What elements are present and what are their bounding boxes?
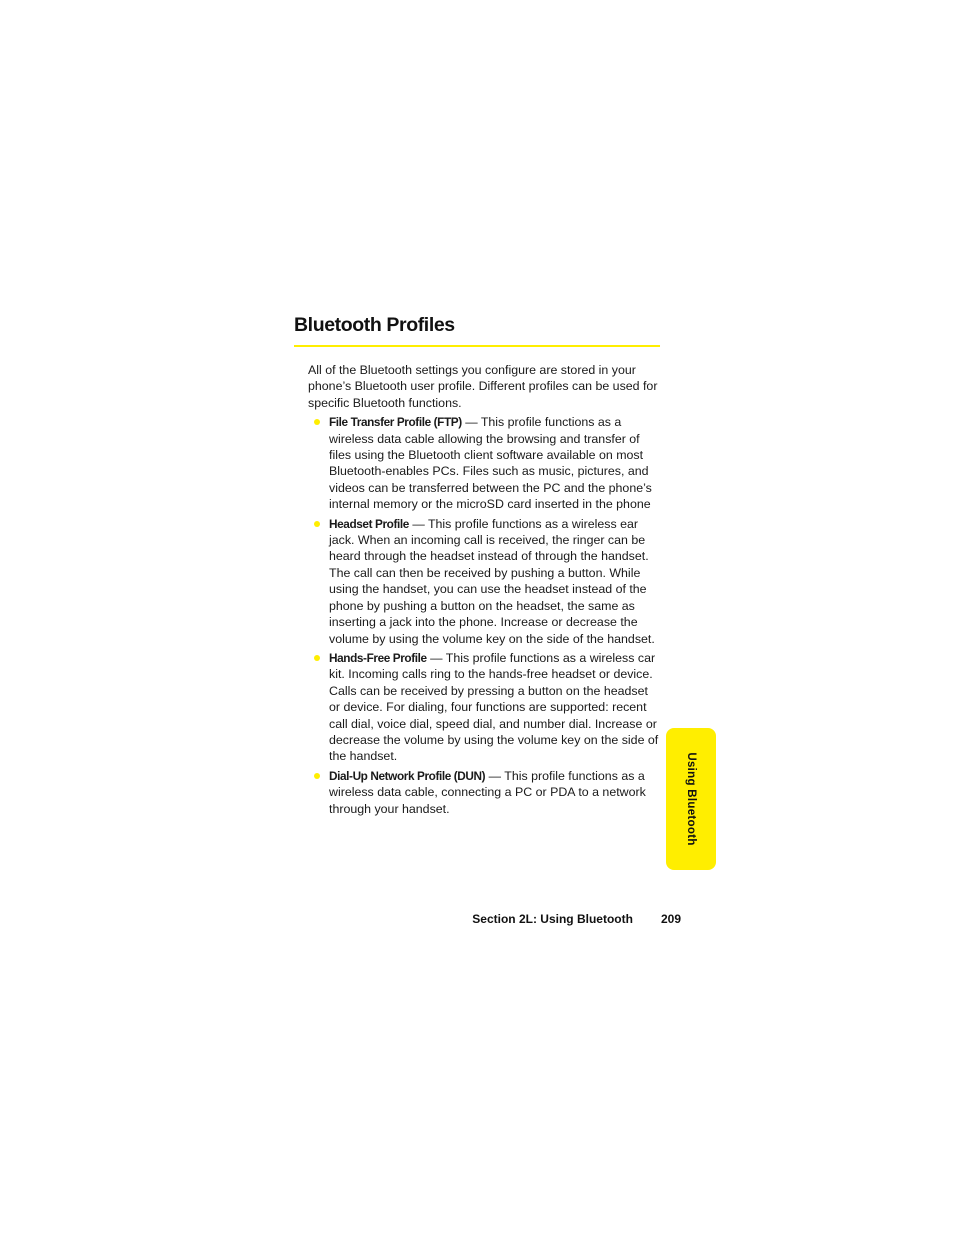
footer-section-title: Section 2L: Using Bluetooth (472, 912, 633, 926)
profile-description: — This profile functions as a wireless data cable, connecting a PC or PDA to a network through your handset. (329, 768, 646, 816)
page-title: Bluetooth Profiles (294, 314, 455, 336)
profile-term: Hands-Free Profile (329, 650, 427, 665)
page-footer (300, 912, 681, 926)
bullet-icon (314, 521, 320, 527)
profile-description: — This profile functions as a wireless ear jack. When an incoming call is received, the ringer can be heard through the headset instead of through the handset. The call can then be received by pushing a button. While using the handset, you can use the headset instead of the phone by pushing a button on the headset, the same as inserting a jack into the phone. Increase or decrease the volume by using the volume key on the side of the handset. (329, 516, 655, 646)
section-side-tab (666, 728, 716, 870)
profile-term: Dial-Up Network Profile (DUN) (329, 768, 486, 783)
main-content (308, 362, 660, 820)
profile-term: File Transfer Profile (FTP) (329, 415, 462, 430)
bullet-icon (314, 419, 320, 425)
list-item (308, 414, 660, 512)
side-tab-label: Using Bluetooth (685, 752, 697, 846)
page-number: 209 (660, 912, 681, 926)
profile-term: Headset Profile (329, 516, 409, 531)
heading-divider (294, 345, 660, 347)
bullet-icon (314, 773, 320, 779)
profile-list (308, 414, 660, 817)
list-item (308, 768, 660, 817)
profile-description: — This profile functions as a wireless car kit. Incoming calls ring to the hands-free headset or device. Calls can be received by pressing a button on the headset or device. For dialing, four functions are supported: recent call dial, voice dial, speed dial, and number dial. Increase or decrease the volume by using the volume key on the side of the handset. (329, 650, 659, 764)
intro-paragraph: All of the Bluetooth settings you configure are stored in your phone’s Bluetooth user profile. Different profiles can be used for specific Bluetooth functions. (308, 363, 658, 410)
list-item (308, 650, 660, 765)
list-item (308, 516, 660, 647)
bullet-icon (314, 655, 320, 661)
profile-description: — This profile functions as a wireless data cable allowing the browsing and transfer of files using the Bluetooth client software available on most Bluetooth-enables PCs. Files such as music, pictures, and videos can be transferred between the PC and the phone’s internal memory or the microSD card inserted in the phone (329, 415, 652, 512)
